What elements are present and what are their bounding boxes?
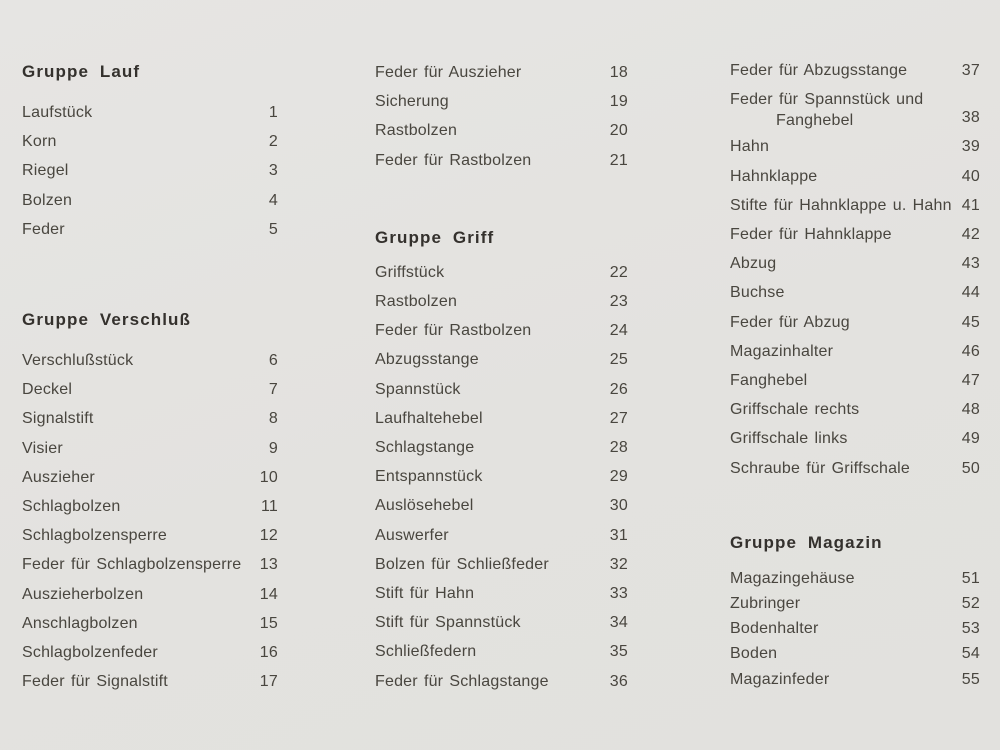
part-label: Schraube für Griffschale — [730, 459, 911, 477]
part-label: Laufstück — [22, 104, 93, 121]
part-number: 45 — [961, 313, 980, 331]
part-label: Abzug — [730, 255, 777, 273]
part-number: 15 — [259, 614, 278, 632]
parts-row — [22, 215, 278, 244]
part-label: Feder für Rastbolzen — [375, 322, 532, 340]
part-number: 33 — [609, 585, 628, 603]
parts-row — [22, 404, 278, 433]
parts-row — [730, 308, 980, 337]
part-label: Feder für Hahnklappe — [730, 226, 892, 244]
part-number: 17 — [259, 673, 278, 691]
part-label: Fanghebel — [730, 372, 808, 390]
part-number: 5 — [268, 220, 278, 238]
part-label: Spannstück — [375, 380, 461, 398]
part-label: Bodenhalter — [730, 620, 819, 638]
part-label: Entspannstück — [375, 468, 483, 486]
parts-row — [730, 566, 980, 591]
parts-row — [730, 162, 980, 191]
part-label: Deckel — [22, 381, 73, 399]
part-label: Auszieherbolzen — [22, 585, 144, 603]
part-number: 23 — [609, 293, 628, 311]
part-number: 43 — [961, 255, 980, 273]
part-number: 29 — [609, 468, 628, 486]
part-number: 34 — [609, 614, 628, 632]
part-number: 40 — [961, 167, 980, 185]
parts-row — [730, 616, 980, 641]
part-number: 36 — [609, 672, 628, 690]
group-title: Gruppe Verschluß — [22, 310, 192, 330]
part-number: 41 — [961, 196, 980, 214]
parts-row — [22, 550, 278, 579]
part-number: 35 — [609, 643, 628, 661]
part-label: Schlagstange — [375, 439, 475, 457]
part-number: 16 — [259, 644, 278, 662]
part-number: 3 — [268, 162, 278, 180]
parts-row — [375, 608, 628, 637]
parts-column-left — [22, 0, 278, 750]
part-label: Signalstift — [22, 410, 94, 428]
part-label: Stifte für Hahnklappe u. Hahn — [730, 196, 952, 214]
part-label: Verschlußstück — [22, 352, 134, 370]
part-number: 4 — [268, 191, 278, 209]
part-number: 10 — [259, 468, 278, 486]
parts-row — [375, 58, 628, 87]
parts-row — [375, 462, 628, 491]
part-label: Magazinfeder — [730, 670, 830, 688]
part-number: 52 — [961, 595, 980, 613]
part-label: Rastbolzen — [375, 122, 458, 140]
parts-column-right — [730, 0, 980, 750]
part-number: 24 — [609, 322, 628, 340]
parts-row — [22, 492, 278, 521]
part-label: Sicherung — [375, 93, 449, 111]
parts-row — [22, 667, 278, 696]
part-number: 42 — [961, 226, 980, 244]
parts-row — [22, 463, 278, 492]
parts-row — [375, 345, 628, 374]
part-number: 12 — [259, 527, 278, 545]
part-label: Schlagbolzenfeder — [22, 644, 158, 662]
part-label: Feder für Abzugsstange — [730, 62, 908, 79]
part-label: Bolzen — [22, 191, 73, 209]
part-label: Anschlagbolzen — [22, 614, 138, 632]
parts-row — [22, 638, 278, 667]
part-number: 48 — [961, 401, 980, 419]
parts-list — [730, 56, 980, 483]
parts-row — [730, 132, 980, 161]
part-number: 53 — [961, 620, 980, 638]
part-number: 19 — [609, 93, 628, 111]
part-number: 6 — [268, 352, 278, 370]
part-number: 7 — [268, 381, 278, 399]
parts-row — [375, 491, 628, 520]
part-label: Feder für Spannstück und Fanghebel — [730, 91, 924, 130]
group-title: Gruppe Lauf — [22, 62, 141, 81]
part-label: Bolzen für Schließfeder — [375, 555, 549, 573]
parts-row — [375, 258, 628, 287]
part-label: Stift für Hahn — [375, 585, 475, 603]
part-number: 1 — [268, 104, 278, 121]
part-label: Auslösehebel — [375, 497, 474, 515]
group-griff-continued — [730, 56, 980, 483]
part-number: 38 — [961, 109, 980, 127]
part-number: 46 — [961, 342, 980, 360]
parts-row — [22, 346, 278, 375]
part-number: 25 — [609, 351, 628, 369]
part-label: Hahnklappe — [730, 167, 818, 185]
part-number: 55 — [961, 670, 980, 688]
parts-row — [375, 550, 628, 579]
part-label: Laufhaltehebel — [375, 409, 483, 427]
part-label: Schlagbolzen — [22, 498, 121, 516]
parts-row — [730, 395, 980, 424]
parts-row — [730, 220, 980, 249]
part-number: 54 — [961, 645, 980, 663]
group-lauf — [22, 62, 278, 244]
part-label: Hahn — [730, 138, 770, 156]
parts-row — [22, 98, 278, 127]
part-number: 28 — [609, 439, 628, 457]
part-number: 8 — [268, 410, 278, 428]
parts-row — [730, 424, 980, 453]
part-number: 37 — [961, 62, 980, 79]
part-label: Feder für Schlagbolzensperre — [22, 556, 242, 574]
parts-row — [375, 579, 628, 608]
part-number: 26 — [609, 380, 628, 398]
part-label: Magazinhalter — [730, 342, 834, 360]
parts-row — [730, 667, 980, 692]
parts-row — [375, 316, 628, 345]
parts-list — [375, 258, 628, 696]
part-number: 9 — [268, 439, 278, 457]
parts-row — [730, 337, 980, 366]
part-label: Feder für Abzug — [730, 313, 850, 331]
group-title: Gruppe Magazin — [730, 532, 883, 552]
part-number: 18 — [609, 64, 628, 81]
parts-row — [375, 433, 628, 462]
part-number: 31 — [609, 526, 628, 544]
parts-row — [375, 287, 628, 316]
part-label: Zubringer — [730, 595, 801, 613]
part-number: 39 — [961, 138, 980, 156]
part-number: 32 — [609, 555, 628, 573]
parts-row — [375, 375, 628, 404]
parts-row — [730, 191, 980, 220]
parts-row — [375, 87, 628, 116]
part-number: 47 — [961, 372, 980, 390]
part-label: Griffschale rechts — [730, 401, 860, 419]
part-label: Visier — [22, 439, 63, 457]
part-number: 27 — [609, 409, 628, 427]
part-label: Auswerfer — [375, 526, 449, 544]
part-label: Buchse — [730, 284, 785, 302]
parts-row — [22, 127, 278, 156]
parts-list — [375, 58, 628, 175]
parts-row — [22, 434, 278, 463]
part-label: Riegel — [22, 162, 69, 180]
part-label: Boden — [730, 645, 778, 663]
parts-row — [22, 580, 278, 609]
parts-row — [730, 366, 980, 395]
part-number: 14 — [259, 585, 278, 603]
part-number: 51 — [961, 569, 980, 587]
parts-row — [375, 116, 628, 145]
parts-row — [730, 85, 980, 132]
part-number: 20 — [609, 122, 628, 140]
parts-row — [22, 186, 278, 215]
group-verschluss — [22, 310, 278, 696]
parts-row — [22, 375, 278, 404]
part-label: Schlagbolzensperre — [22, 527, 168, 545]
parts-list — [22, 98, 278, 244]
part-number: 44 — [961, 284, 980, 302]
parts-row — [375, 667, 628, 696]
group-title: Gruppe Griff — [375, 227, 495, 247]
parts-row — [22, 156, 278, 185]
part-number: 13 — [259, 556, 278, 574]
part-number: 50 — [961, 459, 980, 477]
part-label: Feder für Auszieher — [375, 64, 522, 81]
parts-row — [730, 454, 980, 483]
part-label: Stift für Spannstück — [375, 614, 521, 632]
part-label: Magazingehäuse — [730, 569, 855, 587]
part-number: 11 — [260, 498, 278, 516]
part-number: 2 — [268, 133, 278, 151]
part-label: Auszieher — [22, 468, 95, 486]
part-label: Rastbolzen — [375, 293, 458, 311]
parts-row — [730, 278, 980, 307]
parts-row — [730, 56, 980, 85]
part-label: Griffstück — [375, 263, 445, 281]
parts-row — [730, 591, 980, 616]
part-label: Feder für Rastbolzen — [375, 151, 532, 169]
parts-list — [22, 346, 278, 696]
part-label: Korn — [22, 133, 57, 151]
part-label: Feder für Schlagstange — [375, 672, 549, 690]
group-verschluss-continued — [375, 58, 628, 175]
parts-row — [375, 521, 628, 550]
part-label: Abzugsstange — [375, 351, 479, 369]
part-label: Feder — [22, 220, 65, 238]
parts-list — [730, 566, 980, 692]
part-number: 21 — [609, 151, 628, 169]
parts-row — [375, 637, 628, 666]
parts-row — [375, 404, 628, 433]
part-label: Feder für Signalstift — [22, 673, 168, 691]
parts-row — [22, 609, 278, 638]
part-number: 30 — [609, 497, 628, 515]
parts-row — [730, 641, 980, 666]
parts-row — [730, 249, 980, 278]
part-label: Schließfedern — [375, 643, 477, 661]
part-number: 49 — [961, 430, 980, 448]
group-griff — [375, 228, 628, 696]
parts-column-middle — [375, 0, 628, 750]
parts-row — [375, 146, 628, 175]
parts-row — [22, 521, 278, 550]
group-magazin — [730, 533, 980, 692]
part-label: Griffschale links — [730, 430, 848, 448]
part-number: 22 — [609, 263, 628, 281]
